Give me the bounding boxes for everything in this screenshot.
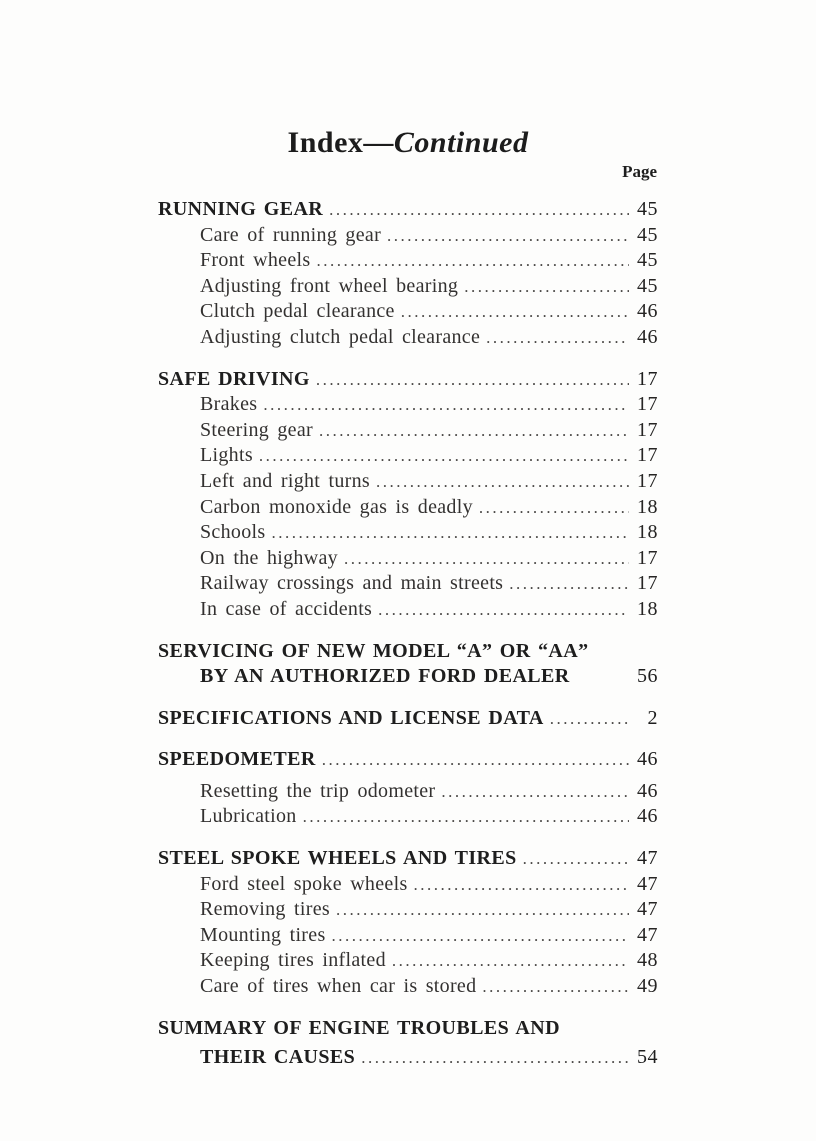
entry-label: Adjusting clutch pedal clearance [200,325,481,348]
dot-leader [319,418,629,444]
entry-label: BY AN AUTHORIZED FORD DEALER [200,665,570,688]
entry-label: Adjusting front wheel bearing [200,274,459,297]
page-number: 47 [637,923,658,946]
entry-label: Removing tires [200,898,330,921]
page-number: 17 [637,469,658,492]
dot-leader [509,571,629,597]
toc-entry-safe-driving [158,367,658,393]
page-title [158,126,658,160]
toc-entry-carbon-monoxide [158,495,658,521]
toc-section-specifications [158,706,658,732]
toc-entry-specifications [158,706,658,732]
toc-entry-adjusting-front-wheel-bearing [158,274,658,300]
page-number: 47 [637,847,658,870]
entry-label: RUNNING GEAR [158,198,324,220]
dot-leader [414,872,629,898]
dot-leader [392,948,629,974]
page-number: 45 [637,274,658,297]
dot-leader [263,392,629,418]
page-number: 46 [637,300,658,323]
toc-entry-mounting-tires [158,923,658,949]
toc-entry-lubrication [158,804,658,830]
dot-leader [482,974,629,1000]
dot-leader [401,299,629,325]
dot-leader [322,747,629,773]
entry-label: Carbon monoxide gas is deadly [200,495,473,518]
page-number: 17 [637,572,658,595]
entry-label: SAFE DRIVING [158,367,310,390]
entry-label: Steering gear [200,418,313,441]
toc-entry-schools [158,520,658,546]
page-number: 47 [637,872,658,895]
dot-leader [271,520,629,546]
page-number: 56 [637,665,658,688]
toc-entry-adjusting-clutch-pedal-clearance [158,325,658,351]
page-number: 49 [637,975,658,998]
toc-section-safe-driving [158,367,658,623]
toc-entry-front-wheels [158,248,658,274]
entry-label: Mounting tires [200,923,326,946]
toc-entry-speedometer [158,747,658,773]
page-number: 46 [637,325,658,348]
entry-label: Care of running gear [200,223,382,246]
dot-leader [316,367,629,393]
toc-entry-servicing-line2 [158,664,658,690]
entry-label: Care of tires when car is stored [200,975,477,998]
toc-entry-running-gear [158,197,658,223]
toc-section-summary-engine-troubles [158,1016,658,1071]
dot-leader [344,546,629,572]
entry-label: SPEEDOMETER [158,748,316,771]
toc-section-servicing [158,639,658,690]
page-number: 45 [637,249,658,272]
page-number: 17 [637,393,658,416]
page-number: 17 [637,546,658,569]
entry-label: Keeping tires inflated [200,949,386,972]
toc-entry-resetting-trip-odometer [158,779,658,805]
entry-label: Railway crossings and main streets [200,572,504,595]
toc-entry-care-of-tires-stored [158,974,658,1000]
dot-leader [550,706,629,732]
entry-label: Resetting the trip odometer [200,779,436,802]
page-number: 46 [637,748,658,771]
page-number: 45 [637,198,658,220]
entry-label: SPECIFICATIONS AND LICENSE DATA [158,706,544,729]
toc-entry-steering-gear [158,418,658,444]
entry-label: Left and right turns [200,469,370,492]
entry-label: SERVICING OF NEW MODEL “A” OR “AA” [158,639,589,662]
entry-label: On the highway [200,546,338,569]
entry-label: Clutch pedal clearance [200,300,395,323]
dot-leader [464,274,629,300]
page-number: 2 [647,706,658,729]
page-title-roman: Index— [287,126,394,159]
page-number: 45 [637,223,658,246]
page-number: 18 [637,597,658,620]
dot-leader [332,923,629,949]
dot-leader [303,804,629,830]
index-content [158,126,658,1071]
toc-entry-servicing-line1 [158,639,658,665]
page-number: 17 [637,367,658,390]
dot-leader [361,1045,629,1071]
page-number: 47 [637,898,658,921]
entry-label: Lubrication [200,805,297,828]
toc-entry-left-and-right-turns [158,469,658,495]
page-number: 18 [637,521,658,544]
entry-label: Lights [200,444,253,467]
entry-label: THEIR CAUSES [200,1046,356,1069]
dot-leader [523,846,629,872]
toc-entry-brakes [158,392,658,418]
dot-leader [486,325,629,351]
toc-entry-keeping-tires-inflated [158,948,658,974]
dot-leader [316,248,629,274]
toc-entry-steel-spoke-wheels [158,846,658,872]
entry-label: Schools [200,521,266,544]
toc-entry-lights [158,443,658,469]
entry-label: Brakes [200,393,258,416]
page-number: 46 [637,779,658,802]
entry-label: In case of accidents [200,597,373,620]
page-title-continued: Continued [393,126,529,159]
toc-entry-summary-line1 [158,1016,658,1042]
toc-entry-removing-tires [158,897,658,923]
entry-label: SUMMARY OF ENGINE TROUBLES AND [158,1016,560,1039]
entry-label: Ford steel spoke wheels [200,872,408,895]
toc-entry-on-the-highway [158,546,658,572]
dot-leader [479,495,629,521]
dot-leader [441,779,629,805]
page-number: 46 [637,805,658,828]
toc-section-speedometer [158,747,658,830]
toc-entry-clutch-pedal-clearance [158,299,658,325]
toc-entry-railway-crossings [158,571,658,597]
page-number: 17 [637,444,658,467]
toc-section-running-gear [158,197,658,351]
page-column-label: Page [622,162,657,181]
page-number: 18 [637,495,658,518]
dot-leader [376,469,629,495]
dot-leader [336,897,629,923]
dot-leader [259,443,629,469]
page-number: 54 [637,1046,658,1069]
page-number: 48 [637,949,658,972]
toc-entry-summary-line2 [158,1045,658,1071]
toc-entry-ford-steel-spoke-wheels [158,872,658,898]
entry-label: Front wheels [200,249,311,272]
page-number: 17 [637,418,658,441]
entry-label: STEEL SPOKE WHEELS AND TIRES [158,847,517,870]
toc-entry-in-case-of-accidents [158,597,658,623]
dot-leader [329,197,629,223]
toc-entry-care-of-running-gear [158,223,658,249]
dot-leader [378,597,629,623]
dot-leader [387,223,629,249]
toc-section-steel-spoke-wheels [158,846,658,1000]
